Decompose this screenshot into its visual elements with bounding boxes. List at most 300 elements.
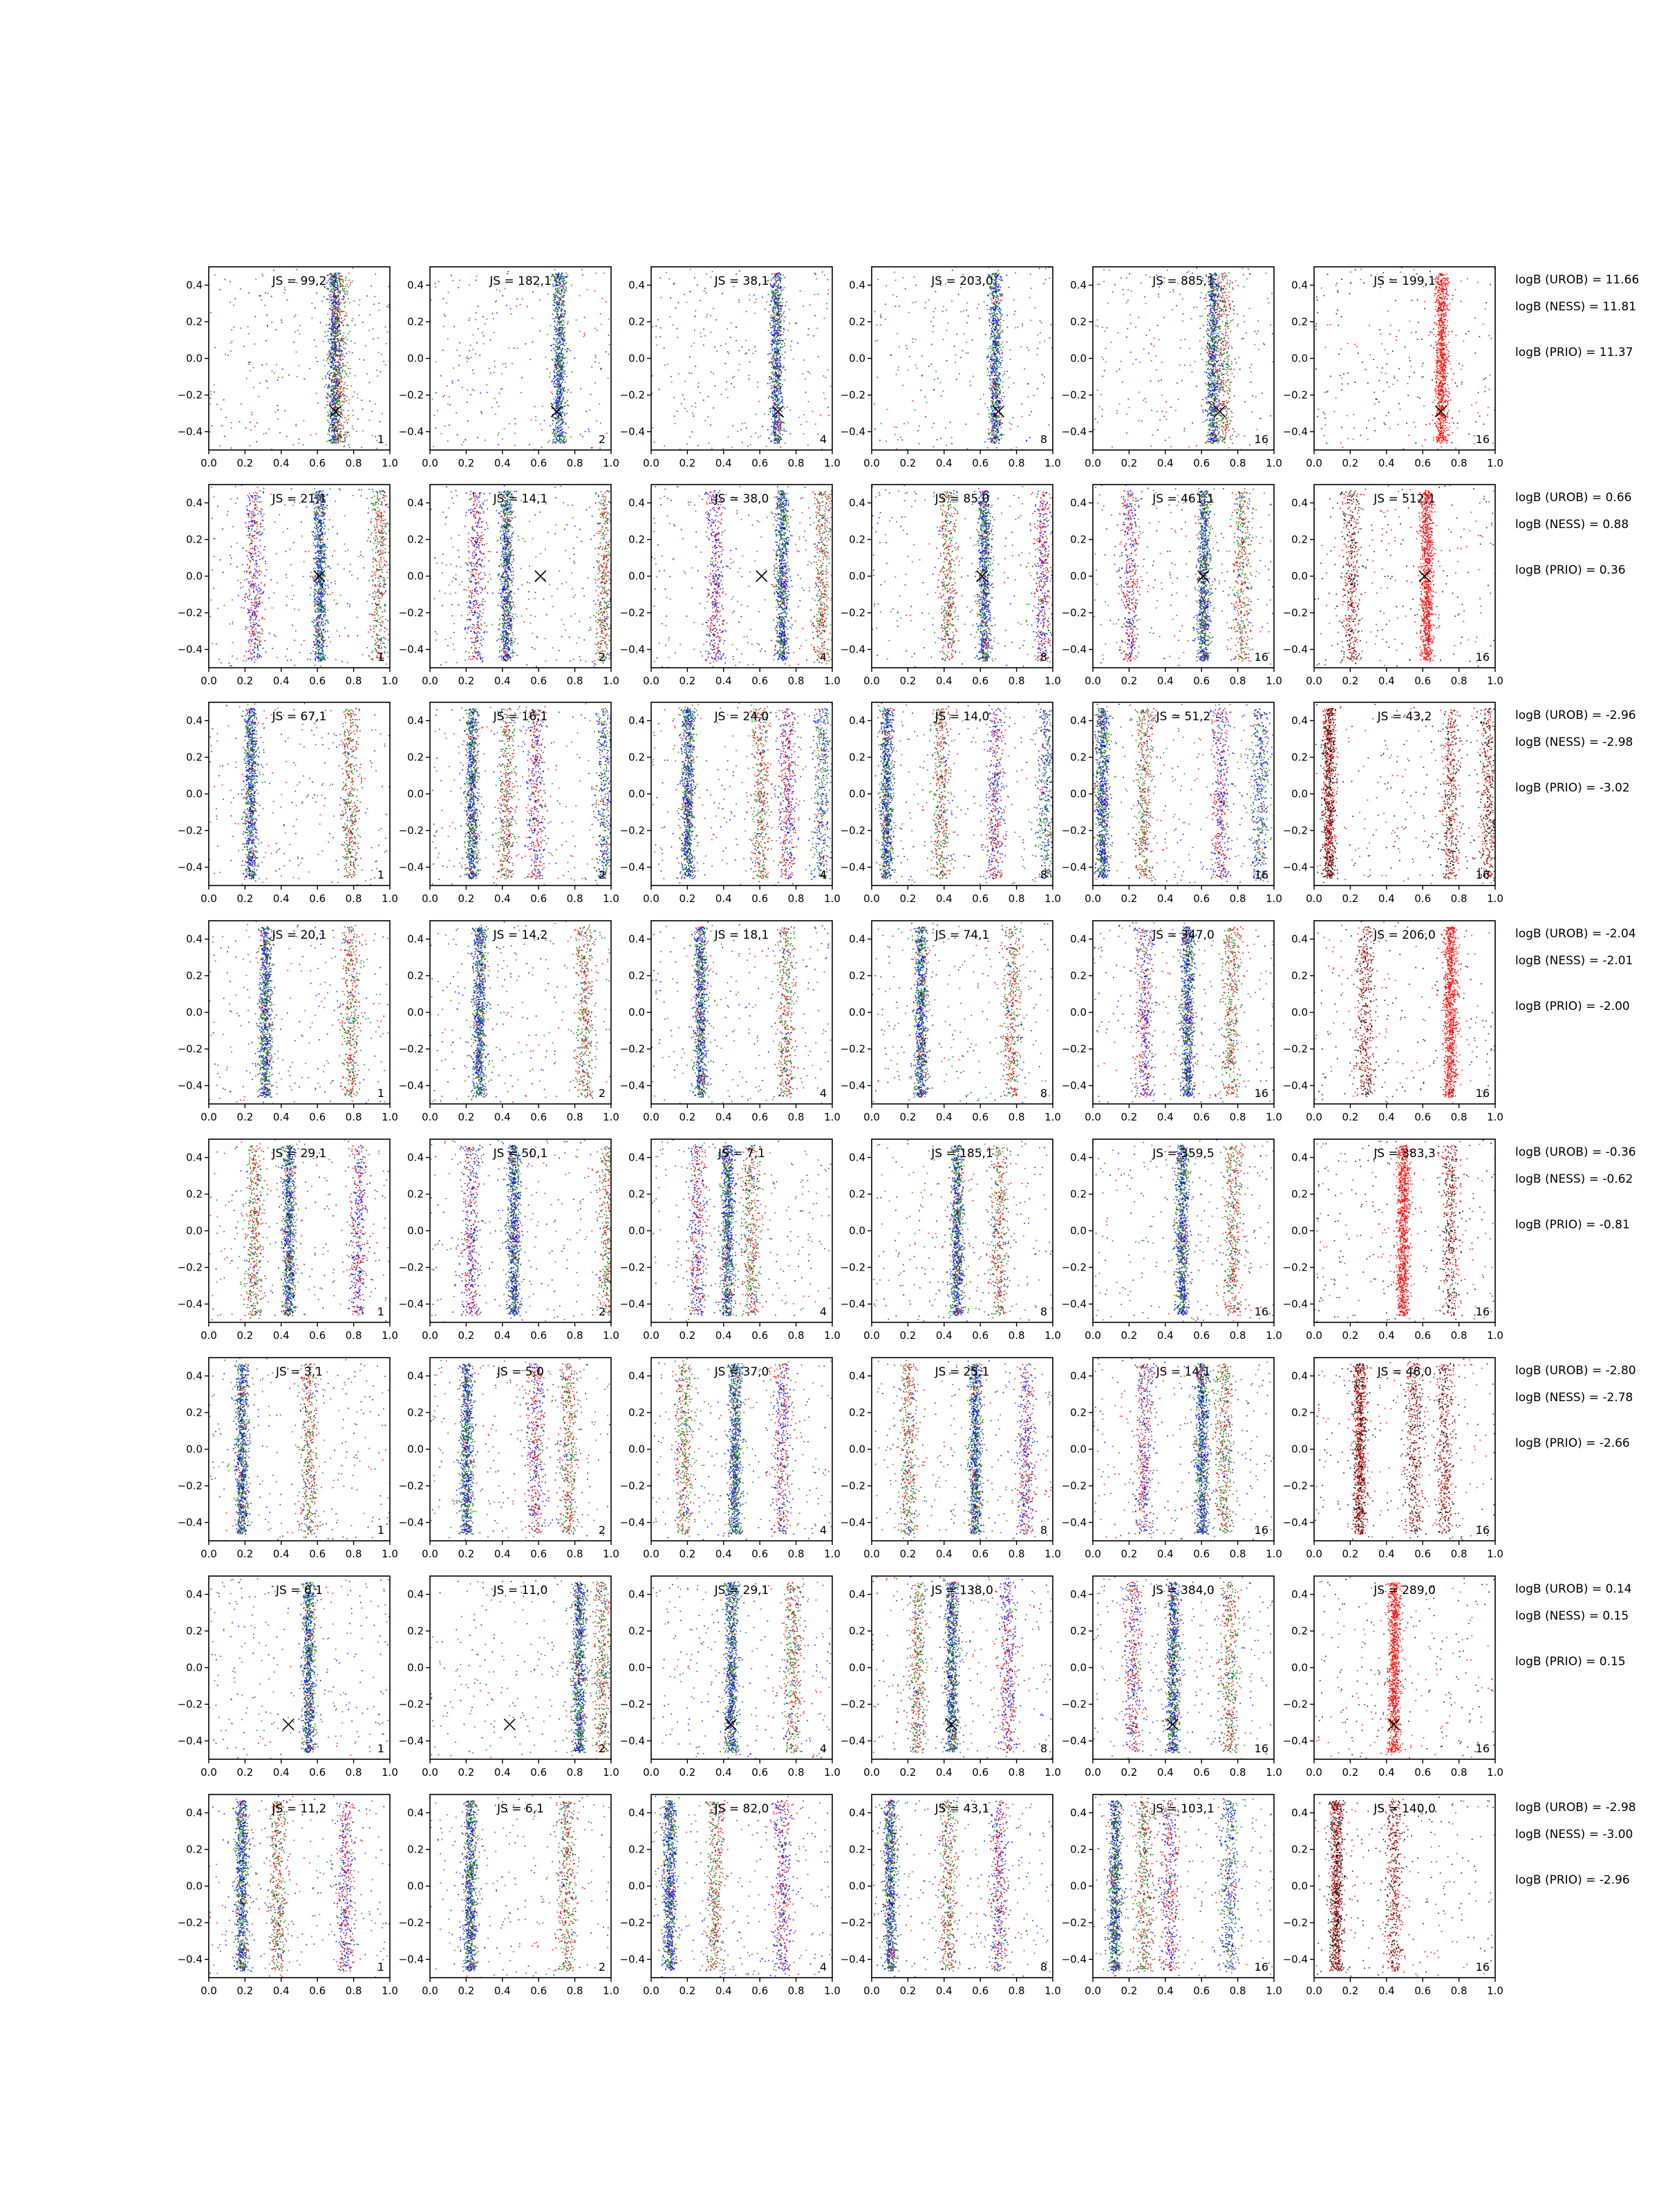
scatter-point: [967, 448, 968, 449]
js-annotation: JS = 99,2: [272, 274, 327, 288]
scatter-point: [778, 315, 779, 317]
scatter-point: [344, 342, 346, 344]
scatter-point: [344, 288, 345, 290]
scatter-point: [774, 404, 775, 406]
scatter-point: [780, 328, 782, 329]
scatter-point: [778, 285, 779, 286]
scatter-point: [327, 274, 328, 276]
scatter-point: [992, 393, 993, 395]
scatter-point: [348, 403, 350, 404]
scatter-point: [885, 440, 887, 442]
scatter-point: [335, 303, 337, 305]
scatter-point: [775, 376, 776, 377]
scatter-point: [989, 346, 991, 348]
scatter-point: [666, 272, 667, 274]
scatter-point: [912, 341, 914, 343]
scatter-point: [758, 401, 760, 402]
scatter-point: [579, 331, 581, 332]
scatter-point: [323, 359, 324, 361]
scatter-point: [567, 323, 568, 324]
scatter-point: [738, 301, 740, 303]
scatter-point: [773, 276, 774, 278]
scatter-point: [343, 388, 344, 390]
scatter-point: [556, 404, 557, 406]
scatter-points: [874, 267, 1054, 450]
y-tick-label: 0.0: [186, 353, 203, 365]
scatter-point: [558, 289, 559, 290]
scatter-point: [558, 371, 559, 372]
scatter-point: [553, 371, 554, 373]
scatter-point: [777, 379, 778, 381]
scatter-point: [784, 345, 785, 346]
scatter-point: [774, 321, 775, 323]
scatter-point: [277, 409, 279, 411]
scatter-point: [774, 301, 776, 302]
scatter-point: [560, 411, 561, 413]
scatter-point: [778, 438, 779, 440]
scatter-point: [732, 425, 733, 427]
scatter-point: [664, 348, 665, 349]
scatter-point: [214, 274, 216, 276]
scatter-point: [993, 366, 994, 367]
scatter-point: [373, 303, 375, 305]
scatter-point: [791, 341, 792, 342]
scatter-point: [730, 337, 731, 338]
scatter-point: [561, 361, 562, 362]
scatter-point: [344, 387, 346, 388]
scatter-point: [332, 359, 334, 361]
scatter-point: [332, 276, 333, 278]
scatter-point: [998, 298, 1000, 299]
scatter-point: [558, 427, 559, 429]
scatter-point: [326, 384, 327, 386]
scatter-point: [476, 312, 477, 314]
scatter-point: [275, 329, 276, 330]
scatter-point: [303, 444, 304, 445]
scatter-point: [341, 367, 343, 368]
scatter-point: [590, 394, 592, 395]
scatter-point: [444, 395, 445, 396]
scatter-point: [565, 441, 567, 442]
scatter-point: [555, 437, 556, 438]
scatter-point: [563, 399, 564, 400]
scatter-point: [738, 299, 740, 301]
scatter-point: [294, 316, 295, 317]
scatter-point: [344, 319, 346, 320]
scatter-point: [559, 327, 561, 328]
scatter-point: [800, 424, 802, 425]
scatter-point: [693, 415, 694, 417]
scatter-point: [559, 297, 560, 299]
scatter-point: [294, 332, 296, 333]
scatter-point: [782, 315, 783, 316]
scatter-point: [332, 442, 334, 443]
scatter-point: [210, 312, 212, 313]
scatter-point: [328, 294, 330, 296]
scatter-point: [1002, 352, 1003, 353]
scatter-point: [564, 314, 565, 315]
scatter-point: [778, 290, 779, 292]
scatter-point: [609, 344, 610, 346]
scatter-point: [778, 430, 780, 431]
scatter-point: [317, 361, 318, 362]
scatter-point: [561, 290, 562, 291]
scatter-point: [333, 294, 335, 296]
scatter-point: [937, 439, 938, 440]
scatter-point: [338, 372, 339, 373]
scatter-point: [822, 272, 823, 273]
scatter-point: [694, 330, 695, 331]
scatter-point: [565, 382, 566, 383]
scatter-point: [774, 328, 776, 329]
scatter-point: [1020, 346, 1022, 348]
scatter-point: [449, 396, 450, 397]
scatter-point: [926, 402, 928, 403]
scatter-point: [731, 322, 732, 324]
scatter-point: [1039, 268, 1040, 270]
scatter-point: [557, 394, 559, 395]
scatter-point: [340, 359, 341, 361]
scatter-point: [875, 341, 877, 342]
scatter-point: [344, 384, 345, 386]
scatter-point: [902, 440, 903, 441]
scatter-point: [557, 395, 559, 397]
scatter-point: [335, 439, 337, 440]
scatter-point: [283, 292, 285, 294]
scatter-point: [779, 340, 780, 341]
scatter-point: [331, 362, 332, 363]
scatter-point: [223, 400, 225, 401]
scatter-point: [710, 424, 711, 426]
scatter-point: [330, 397, 332, 398]
scatter-point: [335, 309, 337, 310]
scatter-point: [998, 363, 1000, 364]
scatter-point: [817, 433, 818, 435]
scatter-point: [771, 359, 773, 360]
scatter-point: [785, 369, 786, 371]
scatter-point: [532, 341, 534, 343]
scatter-point: [362, 431, 364, 432]
scatter-point: [558, 418, 559, 419]
scatter-point: [774, 426, 775, 427]
scatter-point: [713, 373, 714, 375]
scatter-point: [338, 334, 339, 335]
scatter-point: [802, 373, 803, 375]
scatter-point: [333, 391, 335, 393]
scatter-point: [793, 359, 794, 360]
scatter-point: [332, 353, 333, 354]
scatter-point: [995, 299, 997, 301]
scatter-point: [996, 404, 997, 405]
scatter-point: [955, 354, 957, 355]
scatter-point: [564, 276, 565, 278]
scatter-point: [345, 285, 346, 287]
scatter-point: [330, 333, 332, 335]
scatter-point: [332, 375, 333, 377]
scatter-point: [359, 315, 360, 316]
scatter-point: [550, 425, 551, 427]
scatter-point: [557, 440, 559, 442]
scatter-point: [555, 427, 556, 428]
scatter-point: [483, 343, 485, 344]
scatter-point: [896, 374, 897, 375]
scatter-point: [556, 422, 557, 424]
scatter-point: [903, 277, 904, 279]
scatter-point: [962, 350, 964, 351]
x-tick-label: 0.4: [494, 457, 511, 469]
scatter-point: [898, 366, 899, 368]
scatter-point: [230, 422, 232, 423]
scatter-point: [769, 376, 771, 377]
scatter-point: [348, 280, 350, 281]
scatter-point: [520, 304, 521, 306]
scatter-point: [753, 294, 755, 296]
scatter-point: [335, 366, 336, 368]
scatter-point: [769, 305, 771, 306]
scatter-point: [558, 354, 559, 355]
scatter-point: [995, 354, 996, 355]
scatter-point: [1028, 396, 1029, 397]
scatter-point: [997, 333, 999, 335]
scatter-point: [333, 424, 335, 425]
scatter-point: [561, 333, 563, 335]
scatter-point: [993, 436, 995, 438]
scatter-point: [341, 311, 343, 312]
scatter-point: [556, 406, 558, 407]
scatter-point: [553, 348, 554, 349]
scatter-point: [540, 424, 541, 425]
scatter-point: [994, 422, 995, 424]
scatter-point: [925, 308, 926, 309]
scatter-point: [225, 417, 227, 418]
scatter-point: [562, 328, 563, 330]
scatter-point: [559, 355, 561, 357]
scatter-point: [999, 417, 1000, 418]
scatter-point: [330, 442, 332, 444]
scatter-point: [563, 396, 564, 397]
scatter-point: [595, 355, 597, 356]
scatter-point: [995, 279, 997, 281]
scatter-point: [459, 280, 460, 281]
scatter-point: [558, 348, 559, 350]
scatter-point: [320, 322, 321, 324]
scatter-point: [987, 294, 988, 296]
scatter-point: [780, 288, 782, 289]
scatter-point: [461, 444, 462, 445]
scatter-point: [343, 429, 344, 430]
scatter-point: [994, 338, 995, 339]
scatter-point: [995, 417, 996, 418]
scatter-point: [458, 379, 459, 381]
scatter-point: [347, 324, 348, 325]
scatter-point: [946, 360, 948, 362]
scatter-point: [1000, 279, 1002, 281]
scatter-point: [776, 428, 777, 429]
scatter-point: [339, 312, 341, 314]
scatter-point: [771, 348, 773, 350]
scatter-point: [337, 423, 338, 424]
scatter-point: [556, 375, 557, 377]
scatter-point: [554, 295, 555, 297]
scatter-point: [337, 273, 339, 274]
scatter-point: [556, 367, 557, 368]
scatter-point: [997, 320, 998, 321]
scatter-point: [559, 362, 560, 364]
scatter-point: [780, 308, 782, 310]
scatter-point: [684, 381, 686, 382]
scatter-point: [988, 354, 989, 355]
scatter-point: [915, 339, 917, 340]
scatter-point: [771, 279, 772, 281]
scatter-point: [991, 330, 993, 331]
scatter-point: [779, 311, 780, 312]
scatter-point: [778, 418, 780, 420]
scatter-point: [990, 364, 991, 365]
scatter-point: [1044, 376, 1045, 377]
scatter-point: [230, 342, 232, 344]
scatter-point: [332, 341, 333, 343]
scatter-point: [995, 397, 997, 399]
scatter-point: [555, 364, 556, 365]
scatter-point: [333, 363, 335, 364]
scatter-point: [337, 441, 339, 442]
scatter-point: [494, 332, 495, 333]
scatter-point: [587, 289, 588, 290]
scatter-point: [559, 433, 561, 434]
scatter-point: [563, 391, 564, 392]
scatter-point: [781, 316, 782, 317]
scatter-point: [339, 368, 341, 369]
scatter-point: [556, 358, 558, 359]
scatter-point: [557, 334, 559, 335]
scatter-point: [567, 274, 568, 276]
scatter-point: [780, 424, 781, 426]
scatter-point: [780, 429, 781, 430]
scatter-point: [776, 273, 778, 274]
scatter-point: [991, 414, 993, 415]
scatter-point: [331, 349, 332, 350]
scatter-point: [328, 339, 330, 340]
scatter-point: [494, 366, 496, 368]
scatter-point: [771, 327, 772, 328]
scatter-point: [554, 294, 556, 295]
scatter-point: [992, 386, 993, 388]
scatter-point: [554, 362, 556, 363]
scatter-point: [773, 400, 774, 401]
scatter-point: [912, 338, 914, 339]
scatter-point: [346, 388, 348, 390]
scatter-point: [775, 321, 776, 322]
scatter-point: [783, 332, 785, 333]
scatter-point: [772, 413, 774, 415]
y-tick-label: −0.2: [399, 389, 424, 402]
scatter-point: [772, 411, 774, 412]
scatter-point: [329, 284, 330, 285]
scatter-point: [772, 319, 774, 321]
scatter-point: [560, 359, 561, 361]
scatter-point: [664, 445, 665, 447]
scatter-point: [766, 446, 767, 447]
scatter-point: [1000, 381, 1001, 382]
scatter-point: [777, 336, 778, 337]
scatter-point: [348, 400, 350, 401]
scatter-point: [714, 346, 715, 348]
scatter-point: [995, 363, 997, 364]
scatter-point: [341, 377, 342, 379]
scatter-point: [778, 288, 780, 290]
scatter-point: [776, 274, 777, 276]
scatter-point: [946, 444, 947, 446]
scatter-point: [781, 344, 782, 345]
scatter-point: [346, 344, 347, 345]
scatter-point: [987, 447, 988, 449]
scatter-point: [787, 406, 788, 408]
scatter-point: [329, 404, 330, 405]
scatter-point: [772, 350, 774, 351]
scatter-point: [588, 429, 589, 430]
scatter-point: [775, 334, 776, 335]
scatter-point: [563, 387, 565, 388]
scatter-point: [343, 298, 344, 299]
scatter-point: [555, 292, 556, 294]
scatter-point: [993, 392, 994, 393]
scatter-point: [336, 371, 337, 372]
scatter-point: [476, 276, 478, 277]
scatter-point: [1018, 326, 1019, 328]
scatter-point: [599, 404, 600, 405]
scatter-point: [343, 391, 344, 392]
scatter-point: [339, 440, 341, 441]
scatter-point: [946, 330, 948, 331]
scatter-point: [745, 340, 747, 341]
scatter-point: [814, 294, 816, 295]
scatter-point: [994, 438, 995, 440]
scatter-point: [993, 379, 995, 381]
scatter-point: [350, 285, 351, 286]
scatter-point: [780, 342, 781, 344]
scatter-point: [338, 420, 339, 422]
scatter-point: [712, 271, 713, 272]
scatter-point: [880, 316, 881, 317]
scatter-point: [933, 423, 935, 424]
scatter-point: [346, 374, 348, 375]
scatter-point: [342, 393, 344, 395]
scatter-point: [559, 425, 560, 427]
scatter-point: [494, 361, 495, 362]
scatter-point: [561, 321, 562, 322]
scatter-point: [556, 439, 557, 440]
scatter-point: [339, 279, 341, 280]
scatter-point: [561, 313, 563, 315]
scatter-point: [681, 403, 682, 404]
scatter-point: [496, 312, 498, 314]
scatter-point: [361, 447, 362, 448]
scatter-point: [998, 303, 1000, 305]
scatter-point: [348, 286, 349, 288]
scatter-point: [348, 298, 349, 299]
scatter-point: [775, 293, 776, 294]
scatter-point: [337, 379, 339, 380]
scatter-point: [780, 379, 781, 381]
scatter-point: [321, 301, 323, 302]
scatter-point: [554, 329, 555, 330]
scatter-point: [997, 404, 998, 405]
scatter-point: [773, 316, 774, 317]
scatter-point: [564, 391, 565, 392]
scatter-point: [508, 271, 509, 272]
scatter-point: [772, 356, 774, 357]
scatter-point: [993, 359, 994, 360]
